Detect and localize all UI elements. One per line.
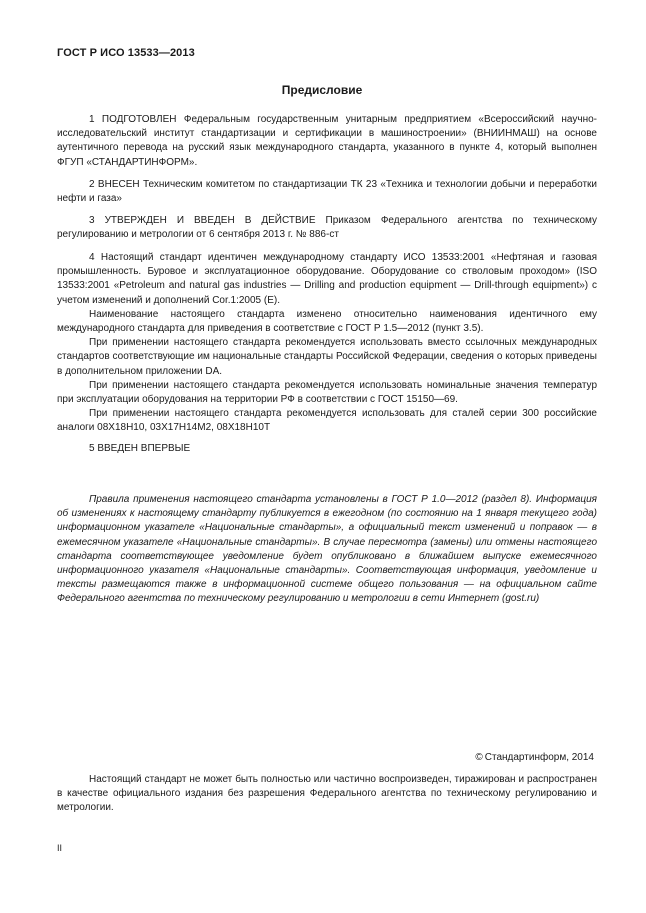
section-4-text: 4 Настоящий стандарт идентичен международному стандарту ИСО 13533:2001 «Нефтяная и газовая промышленность. Буровое и эксплуатационное оборудование. Оборудование со стволовым проходом» (ISO 13533:2001 «Petroleum and natural gas industries — Drilling and production equipment — Drill-through equipment») с учетом изменений и дополнений Cor.1:2005 (E). xyxy=(57,252,597,306)
page-number: II xyxy=(57,843,63,853)
reproduction-notice xyxy=(57,773,597,816)
section-4-paragraph-2: Наименование настоящего стандарта изменено относительно наименования идентичного ему международного стандарта для приведения в соответствие с ГОСТ Р 1.5—2012 (пункт 3.5). xyxy=(57,308,597,335)
section-1 xyxy=(57,113,597,170)
copyright-line xyxy=(475,752,594,763)
official-notice-text: Правила применения настоящего стандарта установлены в ГОСТ Р 1.0—2012 (раздел 8). Информация об изменениях к настоящему стандарту публикуется в ежегодном (по состоянию на 1 января текущего года) информационном указателе «Национальные стандарты», а официальный текст изменений и поправок — в ежемесячном указателе «Национальные стандарты». В случае пересмотра (замены) или отмены настоящего стандарта соответствующее уведомление будет опубликовано в ближайшем выпуске ежемесячного информационного указателя «Национальные стандарты». Соответствующая информация, уведомление и тексты размещаются также в информационной системе общего пользования — на официальном сайте Федерального агентства по техническому регулированию и метрологии в сети Интернет (gost.ru) xyxy=(57,494,597,605)
section-4-paragraph-5: При применении настоящего стандарта рекомендуется использовать для сталей серии 300 российские аналоги 08Х18Н10, 03Х17Н14М2, 08Х18Н10Т xyxy=(57,408,597,434)
section-1-text: 1 ПОДГОТОВЛЕН Федеральным государственным унитарным предприятием «Всероссийский научно-исследовательский институт стандартизации и сертификации в машиностроении» (ВНИИНМАШ) на основе аутентичного перевода на русский язык международного стандарта, указанного в пункте 4, который выполнен ФГУП «СТАНДАРТИНФОРМ». xyxy=(57,114,597,168)
section-4-paragraph-3: При применении настоящего стандарта рекомендуется использовать вместо ссылочных международных стандартов соответствующие им национальные стандарты Российской Федерации, сведения о которых приведены в дополнительном приложении DA. xyxy=(57,337,597,377)
section-3 xyxy=(57,214,597,242)
official-notice xyxy=(57,493,597,607)
copyright-text: Стандартинформ, 2014 xyxy=(484,752,594,763)
section-5-text: 5 ВВЕДЕН ВПЕРВЫЕ xyxy=(89,443,191,454)
section-4-paragraph-4: При применении настоящего стандарта рекомендуется использовать номинальные значения температур при эксплуатации оборудования на территории РФ в соответствии с ГОСТ 15150—69. xyxy=(57,379,597,406)
section-2-text: 2 ВНЕСЕН Техническим комитетом по стандартизации ТК 23 «Техника и технологии добычи и переработки нефти и газа» xyxy=(57,179,597,205)
document-code-header: ГОСТ Р ИСО 13533—2013 xyxy=(57,47,195,59)
section-3-text: 3 УТВЕРЖДЕН И ВВЕДЕН В ДЕЙСТВИЕ Приказом Федерального агентства по техническому регулированию и метрологии от 6 сентября 2013 г. № 886-ст xyxy=(57,215,597,241)
section-4 xyxy=(57,251,597,436)
reproduction-notice-text: Настоящий стандарт не может быть полностью или частично воспроизведен, тиражирован и распространен в качестве официального издания без разрешения Федерального агентства по техническому регулированию и метрологии. xyxy=(57,774,597,814)
page-title: Предисловие xyxy=(281,83,363,97)
section-2 xyxy=(57,178,597,206)
section-5 xyxy=(57,442,597,456)
copyright-symbol: © xyxy=(475,752,483,763)
